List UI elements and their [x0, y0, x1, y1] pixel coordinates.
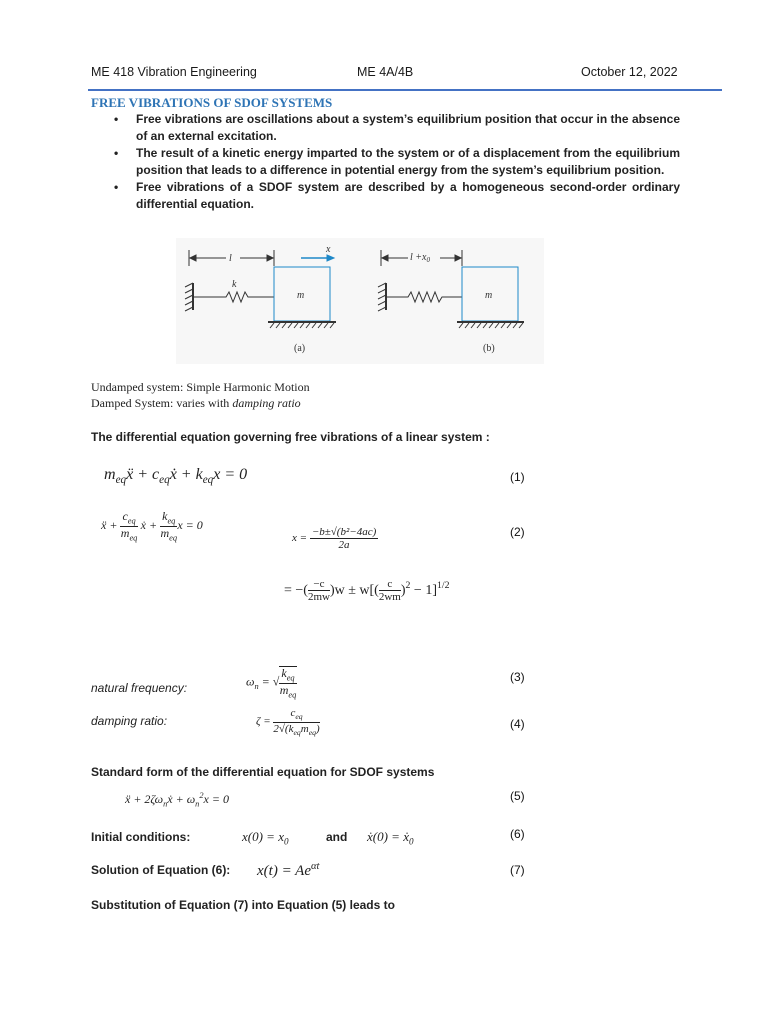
equation-6-a: $x(0) = x_0$ — [242, 829, 289, 847]
bullet-item: • The result of a kinetic energy imparted to the system or of a displacement from the equilibrium position that leads to a difference in potential energy from the system’s equilibrium position. — [114, 146, 680, 177]
equation-2-left: ẍ + $\frac{c_{eq}}{m_{eq}}$ ẋ + $\frac{k_{eq}}{m_{eq}}$ x = 0 — [101, 509, 203, 543]
damped-text: Damped System: varies with damping ratio — [91, 396, 301, 410]
header-date: October 12, 2022 — [581, 65, 678, 79]
eq-number-1: (1) — [510, 470, 525, 484]
initial-conditions-label: Initial conditions: — [91, 830, 191, 844]
eq-number-2: (2) — [510, 525, 525, 539]
equation-1: $m_{eq}ẍ$ + $c_{eq}ẋ + k_{eq}x = 0$ — [104, 466, 248, 487]
length-label-b: $l +x_0$ — [410, 252, 430, 264]
mass-label-b: m — [485, 290, 493, 301]
equation-7: $x(t) = Ae^{\alpha t}$ — [257, 861, 320, 879]
bullet-list — [110, 111, 680, 213]
equation-6-b: ẋ(0) = ẋ$_0$ — [367, 829, 414, 847]
section-title: FREE VIBRATIONS OF SDOF SYSTEMS — [91, 95, 333, 110]
mass-label-a: m — [297, 290, 305, 301]
equation-4: ζ = $\frac{c_{eq}}{2√(k_{eq}m_{eq})}$ — [256, 707, 320, 737]
equation-5: ẍ + $2\zeta\omega_nẋ + \omega_n^2x = 0$ — [125, 791, 229, 809]
substitution-text: Substitution of Equation (7) into Equation (5) leads to — [91, 898, 395, 912]
eq-number-3: (3) — [510, 670, 525, 684]
eq-number-7: (7) — [510, 863, 525, 877]
governing-text: The differential equation governing free vibrations of a linear system : — [91, 430, 490, 444]
eq-number-6: (6) — [510, 827, 525, 841]
section-code: ME 4A/4B — [357, 65, 414, 79]
solution-label: Solution of Equation (6): — [91, 863, 231, 877]
spring-label: k — [232, 279, 237, 290]
displacement-label: x — [326, 244, 331, 255]
eq-number-5: (5) — [510, 789, 525, 803]
and-word: and — [326, 830, 348, 844]
length-label-a: l — [229, 253, 232, 264]
spring-mass-figure — [176, 238, 544, 364]
root-expression: = −( $\frac{-c}{2mw}$ )w ± w[( $\frac{c}{2wm}$ )$^2$ − 1]$^{1/2}$ — [284, 578, 450, 604]
standard-form-text: Standard form of the differential equation for SDOF systems — [91, 765, 435, 779]
header-rule — [88, 89, 722, 91]
equation-3: $\omega_n$ = √ $\frac{k_{eq}}{m_{eq}}$ — [246, 666, 297, 700]
natural-frequency-label: natural frequency: — [91, 681, 188, 695]
caption-a: (a) — [294, 343, 306, 354]
caption-b: (b) — [483, 343, 495, 354]
bullet-item: • Free vibrations of a SDOF system are described by a homogeneous second-order ordinary differential equation. — [114, 180, 680, 211]
eq-number-4: (4) — [510, 717, 525, 731]
quadratic-formula: x = $\frac{\text{−b±√(b²−4ac)}}{2a}$ — [292, 526, 377, 552]
bullet-item: • Free vibrations are oscillations about a system’s equilibrium position that occur in the absence of an external excitation. — [114, 112, 680, 143]
damping-ratio-label: damping ratio: — [91, 714, 168, 728]
undamped-text: Undamped system: Simple Harmonic Motion — [91, 380, 310, 394]
course-title: ME 418 Vibration Engineering — [91, 65, 257, 79]
